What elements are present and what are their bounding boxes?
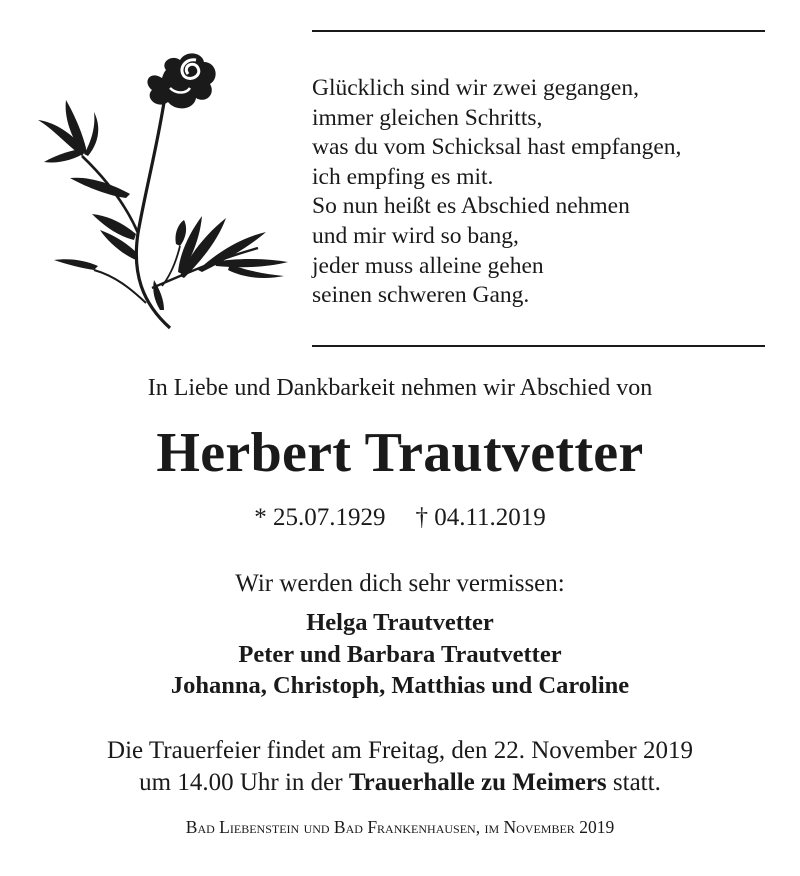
mourner-name: Helga Trautvetter	[306, 609, 494, 636]
poem-line: ich empfing es mit.	[312, 163, 494, 190]
service-time-text: um 14.00 Uhr in der	[139, 768, 349, 796]
funeral-service-info	[0, 735, 800, 798]
service-venue: Trauerhalle zu Meimers	[348, 768, 607, 796]
poem	[312, 74, 772, 311]
poem-line: So nun heißt es Abschied nehmen	[312, 193, 630, 220]
farewell-intro: In Liebe und Dankbarkeit nehmen wir Abschied von	[147, 375, 653, 401]
death-date: † 04.11.2019	[415, 504, 546, 531]
deceased-name: Herbert Trautvetter	[156, 422, 644, 484]
poem-line: und mir wird so bang,	[312, 222, 519, 249]
birth-date: * 25.07.1929	[254, 504, 386, 531]
rose-icon	[30, 48, 290, 338]
mourners-list	[0, 607, 800, 702]
service-end-text: statt.	[606, 768, 661, 796]
poem-line: was du vom Schicksal hast empfangen,	[312, 134, 682, 161]
top-divider	[312, 30, 765, 32]
bottom-divider	[312, 345, 765, 347]
place-and-date: Bad Liebenstein und Bad Frankenhausen, im November 2019	[185, 817, 615, 837]
poem-line: immer gleichen Schritts,	[312, 104, 543, 131]
poem-line: jeder muss alleine gehen	[312, 252, 544, 279]
mourner-name: Johanna, Christoph, Matthias und Caroline	[170, 672, 630, 699]
poem-line: Glücklich sind wir zwei gegangen,	[312, 75, 639, 101]
life-dates	[0, 502, 800, 534]
poem-line: seinen schweren Gang.	[312, 282, 530, 309]
service-location-line	[0, 767, 800, 799]
mourner-name: Peter und Barbara Trautvetter	[238, 640, 562, 668]
mourners-heading: Wir werden dich sehr vermissen:	[235, 570, 565, 597]
service-date-line: Die Trauerfeier findet am Freitag, den 22. November 2019	[107, 737, 693, 764]
